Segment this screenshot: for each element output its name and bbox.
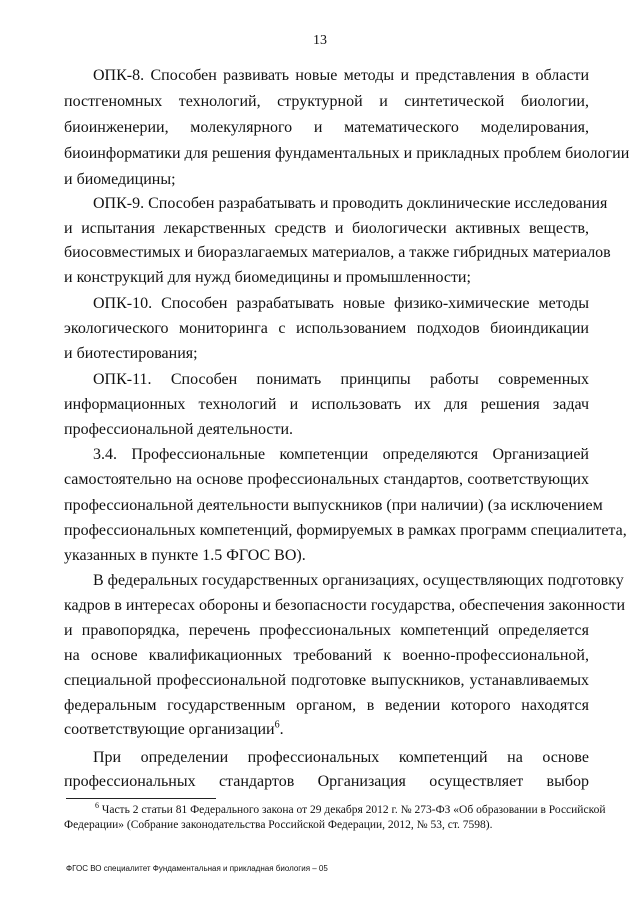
text-line: профессиональных стандартов Организация осуществляет выбор (64, 773, 589, 790)
text-line: на основе квалификационных требований к военно-профессиональной, (64, 647, 589, 664)
text-line: специальной профессиональной подготовке выпускников, устанавливаемых (64, 672, 589, 689)
text-line: профессиональной деятельности выпускников (при наличии) (за исключением (64, 497, 603, 514)
text-line: профессиональной деятельности. (64, 421, 293, 438)
footnote-text: Часть 2 статьи 81 Федерального закона от 29 декабря 2012 г. № 273-ФЗ «Об образовании в Российской (101, 804, 606, 816)
text-fragment: . (279, 721, 284, 738)
text-line: биосовместимых и биоразлагаемых материалов, а также гибридных материалов (64, 244, 611, 261)
text-line: 3.4. Профессиональные компетенции определяются Организацией (93, 446, 589, 463)
text-line: ОПК-8. Способен развивать новые методы и представления в области (93, 67, 589, 84)
text-line: и конструкций для нужд биомедицины и промышленности; (64, 269, 471, 286)
footnote-number: 6 (95, 801, 99, 811)
page-number: 13 (313, 33, 327, 48)
text-line: самостоятельно на основе профессиональных стандартов, соответствующих (64, 471, 589, 488)
text-line: кадров в интересах обороны и безопасности государства, обеспечения законности (64, 597, 626, 614)
text-line: биоинформатики для решения фундаментальных и прикладных проблем биологии (64, 145, 630, 162)
text-line: постгеномных технологий, структурной и синтетической биологии, (64, 93, 589, 110)
text-line: и биотестирования; (64, 345, 198, 362)
text-line: При определении профессиональных компетенций на основе (93, 749, 589, 766)
text-line: ОПК-9. Способен разрабатывать и проводить доклинические исследования (93, 195, 608, 212)
text-line: биоинженерии, молекулярного и математического моделирования, (64, 119, 589, 136)
text-line: и биомедицины; (64, 171, 176, 188)
text-line: указанных в пункте 1.5 ФГОС ВО). (64, 547, 306, 564)
text-line: ОПК-10. Способен разрабатывать новые физико-химические методы (93, 295, 589, 312)
page-footer: ФГОС ВО специалитет Фундаментальная и прикладная биология – 05 (66, 864, 328, 873)
text-line: и испытания лекарственных средств и биологически активных веществ, (64, 220, 589, 237)
text-line: профессиональных компетенций, формируемых в рамках программ специалитета, (64, 522, 627, 539)
text-line: В федеральных государственных организациях, осуществляющих подготовку (93, 572, 624, 589)
text-line: информационных технологий и использовать их для решения задач (64, 396, 589, 413)
footnote-line: Федерации» (Собрание законодательства Российской Федерации, 2012, № 53, ст. 7598). (64, 819, 493, 831)
footnote-reference[interactable]: 6 (274, 719, 280, 731)
text-line: и правопорядка, перечень профессиональных компетенций определяется (64, 622, 589, 639)
footnote-divider (66, 798, 216, 799)
text-line: ОПК-11. Способен понимать принципы работы современных (93, 371, 589, 388)
text-line: федеральным государственным органом, в ведении которого находятся (64, 697, 589, 714)
text-line: экологического мониторинга с использованием подходов биоиндикации (64, 320, 589, 337)
text-fragment: соответствующие организации (64, 721, 275, 738)
text-line-with-footnote (64, 720, 284, 740)
footnote-line (95, 803, 605, 818)
